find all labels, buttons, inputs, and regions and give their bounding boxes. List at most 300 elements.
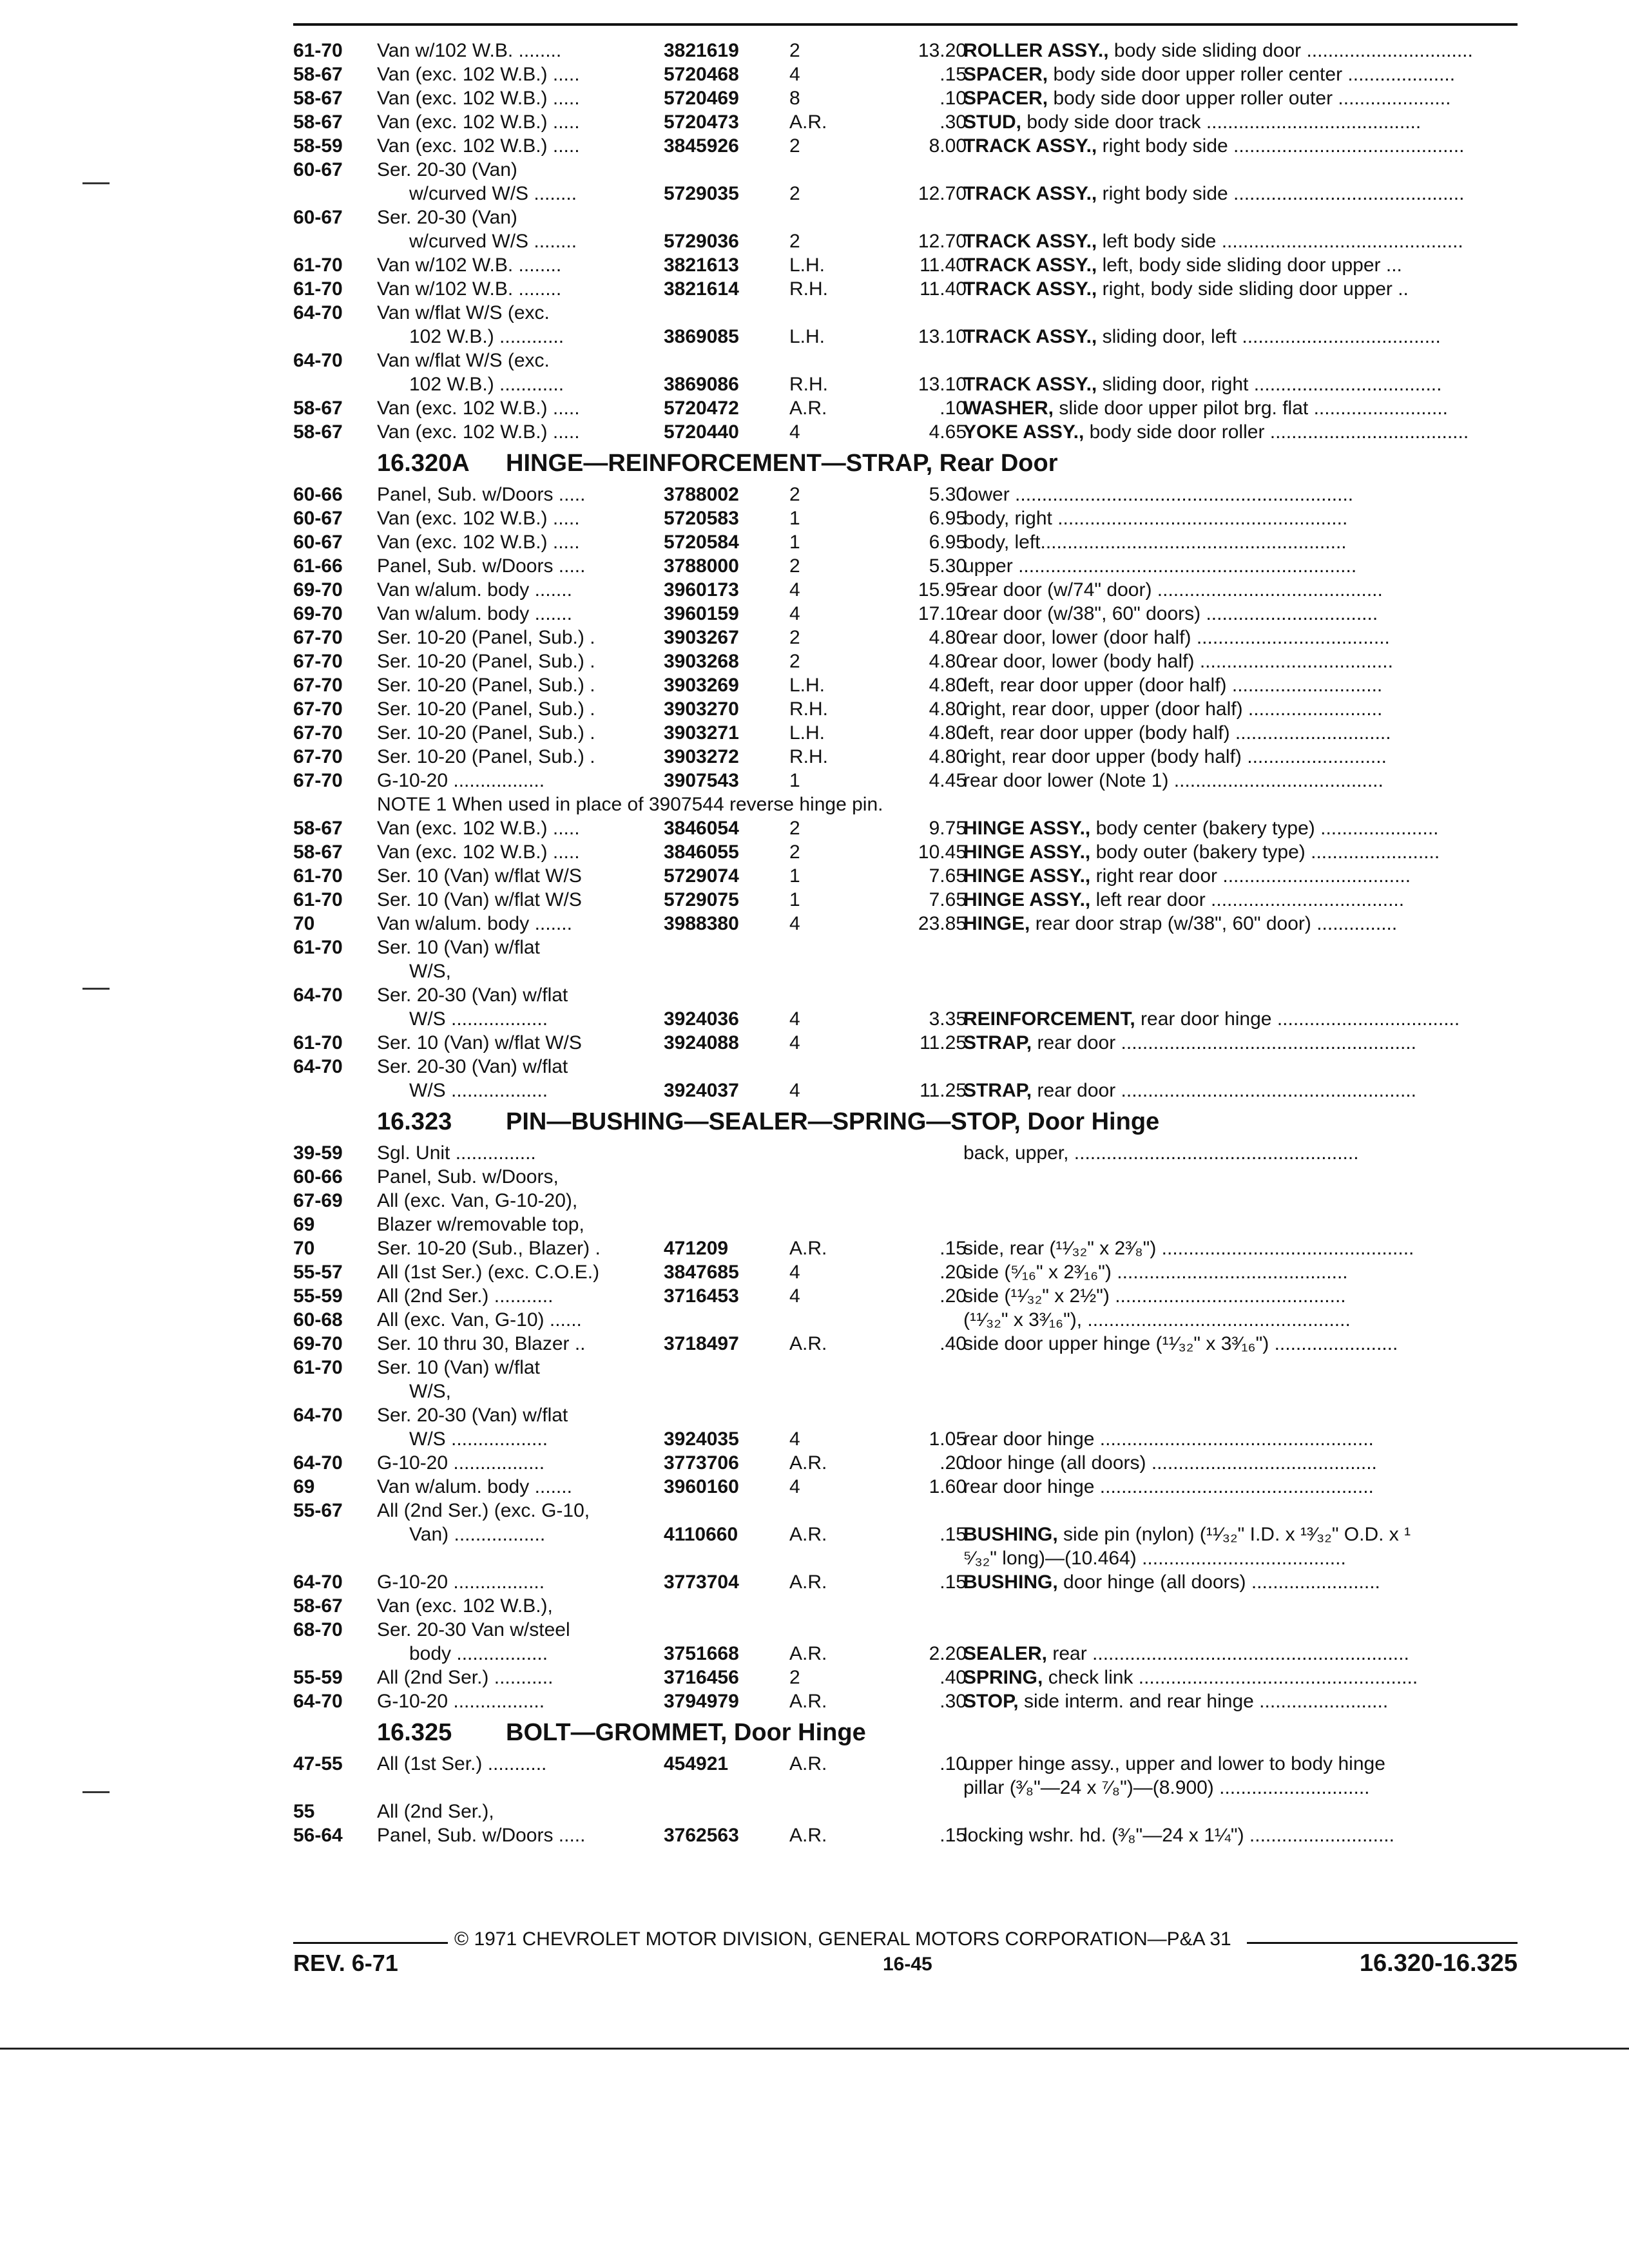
price: 7.65: [929, 889, 967, 910]
quantity: A.R.: [789, 1452, 827, 1474]
model-year: 58-67: [293, 841, 343, 863]
quantity: A.R.: [789, 1333, 827, 1354]
part-number: 3794979: [664, 1691, 739, 1712]
model-year: 67-69: [293, 1190, 343, 1211]
application: Ser. 20-30 (Van) w/flat: [377, 1056, 568, 1077]
application: Van (exc. 102 W.B.) .....: [377, 111, 580, 133]
quantity: 4: [789, 1008, 800, 1030]
description-text: body side door upper roller center ....................: [1048, 64, 1456, 85]
price: 4.80: [929, 722, 967, 744]
application: Van w/alum. body .......: [377, 603, 572, 624]
price: .15: [940, 1524, 967, 1545]
model-year: 67-70: [293, 770, 343, 791]
application: Van w/flat W/S (exc.: [377, 302, 550, 323]
part-number: 3960160: [664, 1476, 739, 1497]
description-text: ⁵⁄₃₂" long)—(10.464) ......................................: [963, 1548, 1346, 1569]
table-row: [293, 1165, 1518, 1189]
price: 4.45: [929, 770, 967, 791]
application: Ser. 10-20 (Panel, Sub.) .: [377, 675, 595, 696]
application: Van (exc. 102 W.B.) .....: [377, 398, 580, 419]
description-text: left, body side sliding door upper ...: [1097, 255, 1402, 276]
table-row: [293, 721, 1518, 745]
table-row: [293, 182, 1518, 206]
description-text: rear door hinge ...................................................: [963, 1428, 1374, 1450]
description: [963, 1451, 1518, 1475]
quantity: L.H.: [789, 675, 825, 696]
model-year: 61-70: [293, 40, 343, 61]
price: .30: [940, 111, 967, 133]
description: [963, 626, 1518, 649]
model-year: 70: [293, 1238, 315, 1259]
part-number: 5720440: [664, 421, 739, 443]
price: 4.80: [929, 627, 967, 648]
punch-mark: [82, 1791, 110, 1793]
part-name: TRACK ASSY.,: [963, 326, 1097, 347]
description: [963, 888, 1518, 912]
description-text: rear door (w/38", 60" doors) ................................: [963, 603, 1378, 624]
description: [963, 1776, 1518, 1800]
part-name: TRACK ASSY.,: [963, 231, 1097, 252]
description: [963, 1332, 1518, 1356]
table-row: [293, 649, 1518, 673]
description-text: body, left.........................................................: [963, 532, 1347, 553]
quantity: A.R.: [789, 398, 827, 419]
description-text: left body side .............................................: [1097, 231, 1463, 252]
part-number: 3924088: [664, 1032, 739, 1053]
application: All (exc. Van, G-10) ......: [377, 1309, 582, 1331]
description: [963, 745, 1518, 769]
price: 1.05: [929, 1428, 967, 1450]
part-name: TRACK ASSY.,: [963, 135, 1097, 157]
price: .15: [940, 1238, 967, 1259]
part-name: STUD,: [963, 111, 1021, 133]
application: Blazer w/removable top,: [377, 1214, 584, 1235]
application: Ser. 20-30 (Van) w/flat: [377, 985, 568, 1006]
part-number: 5720472: [664, 398, 739, 419]
table-row: [293, 936, 1518, 959]
part-number: 3903269: [664, 675, 739, 696]
table-row: [293, 1308, 1518, 1332]
table-row: [293, 420, 1518, 444]
description-text: left, rear door upper (body half) .............................: [963, 722, 1391, 744]
application: Ser. 10-20 (Panel, Sub.) .: [377, 651, 595, 672]
model-year: 67-70: [293, 675, 343, 696]
application: Van (exc. 102 W.B.) .....: [377, 841, 580, 863]
price: 11.25: [920, 1032, 967, 1053]
part-number: 3924037: [664, 1080, 739, 1101]
part-number: 5729035: [664, 183, 739, 204]
table-row: [293, 1546, 1518, 1570]
model-year: 60-67: [293, 508, 343, 529]
application: All (1st Ser.) (exc. C.O.E.): [377, 1262, 600, 1283]
part-name: REINFORCEMENT,: [963, 1008, 1135, 1030]
application: Van) .................: [409, 1524, 546, 1545]
application: Ser. 10-20 (Panel, Sub.) .: [377, 698, 595, 720]
model-year: 70: [293, 913, 315, 934]
description: [963, 229, 1518, 253]
quantity: A.R.: [789, 1825, 827, 1846]
description-text: rear door .......................................................: [1032, 1032, 1416, 1053]
table-row: [293, 1379, 1518, 1403]
section-heading: [293, 1713, 1518, 1752]
table-row: [293, 1776, 1518, 1800]
description-text: upper hinge assy., upper and lower to body hinge: [963, 1753, 1385, 1774]
price: 13.20: [918, 40, 967, 61]
model-year: 69: [293, 1214, 315, 1235]
parts-list: [293, 39, 1518, 1847]
application: All (1st Ser.) ...........: [377, 1753, 547, 1774]
model-year: 55-59: [293, 1285, 343, 1307]
model-year: 55-59: [293, 1667, 343, 1688]
quantity: 4: [789, 1476, 800, 1497]
model-year: 64-70: [293, 985, 343, 1006]
description-text: side, rear (¹¹⁄₃₂" x 2³⁄₈") ...............................................: [963, 1238, 1414, 1259]
quantity: A.R.: [789, 1571, 827, 1593]
part-name: BUSHING,: [963, 1571, 1058, 1593]
application: Van (exc. 102 W.B.),: [377, 1595, 553, 1617]
part-number: 3821613: [664, 255, 739, 276]
table-row: [293, 1332, 1518, 1356]
quantity: A.R.: [789, 1691, 827, 1712]
part-name: SPRING,: [963, 1667, 1043, 1688]
quantity: A.R.: [789, 1753, 827, 1774]
model-year: 61-70: [293, 889, 343, 910]
part-number: 3821614: [664, 278, 739, 300]
quantity: 4: [789, 1428, 800, 1450]
quantity: 4: [789, 913, 800, 934]
note-row: [293, 793, 1518, 816]
description: [963, 182, 1518, 206]
table-row: [293, 110, 1518, 134]
table-row: [293, 697, 1518, 721]
application: Van w/alum. body .......: [377, 913, 572, 934]
description: [963, 1666, 1518, 1689]
model-year: 58-59: [293, 135, 343, 157]
description-text: right, rear door, upper (door half) .........................: [963, 698, 1383, 720]
model-year: 67-70: [293, 746, 343, 767]
application: Ser. 10-20 (Sub., Blazer) .: [377, 1238, 601, 1259]
application: All (2nd Ser.) ...........: [377, 1667, 554, 1688]
description: [963, 530, 1518, 554]
application: G-10-20 .................: [377, 770, 545, 791]
description-text: check link ....................................................: [1043, 1667, 1418, 1688]
quantity: 2: [789, 40, 800, 61]
model-year: 64-70: [293, 1405, 343, 1426]
description-text: back, upper, .....................................................: [963, 1142, 1359, 1164]
price: .30: [940, 1691, 967, 1712]
application: Van w/102 W.B. ........: [377, 278, 562, 300]
price: 8.00: [929, 135, 967, 157]
part-number: 3869086: [664, 374, 739, 395]
application: G-10-20 .................: [377, 1452, 545, 1474]
quantity: A.R.: [789, 111, 827, 133]
application: W/S ..................: [409, 1428, 548, 1450]
description-text: side door upper hinge (¹¹⁄₃₂" x 3³⁄₁₆") .......................: [963, 1333, 1398, 1354]
price: 9.75: [929, 818, 967, 839]
part-name: HINGE ASSY.,: [963, 818, 1091, 839]
model-year: 64-70: [293, 1056, 343, 1077]
application: 102 W.B.) ............: [409, 374, 564, 395]
quantity: 4: [789, 1285, 800, 1307]
table-row: [293, 530, 1518, 554]
description-text: door hinge (all doors) ..........................................: [963, 1452, 1377, 1474]
model-year: 55: [293, 1801, 315, 1822]
description-text: side pin (nylon) (¹¹⁄₃₂" I.D. x ¹³⁄₃₂" O.D. x ¹: [1057, 1524, 1411, 1545]
application: Ser. 10 (Van) w/flat W/S: [377, 889, 582, 910]
table-row: [293, 1055, 1518, 1079]
price: 1.60: [929, 1476, 967, 1497]
part-number: 3903272: [664, 746, 739, 767]
table-row: [293, 602, 1518, 626]
description-text: right, rear door upper (body half) ..........................: [963, 746, 1387, 767]
part-number: 4110660: [664, 1524, 738, 1545]
price: 4.80: [929, 746, 967, 767]
model-year: 61-70: [293, 937, 343, 958]
quantity: 4: [789, 1080, 800, 1101]
quantity: 2: [789, 484, 800, 505]
table-row: [293, 745, 1518, 769]
part-number: 3762563: [664, 1825, 739, 1846]
section-heading: [293, 444, 1518, 483]
description-text: body outer (bakery type) ........................: [1090, 841, 1440, 863]
description-text: body side sliding door ...............................: [1108, 40, 1473, 61]
quantity: A.R.: [789, 1643, 827, 1664]
description: [963, 1236, 1518, 1260]
part-number: 3846055: [664, 841, 739, 863]
description-text: rear door (w/74" door) ..........................................: [963, 579, 1383, 601]
price: .40: [940, 1667, 967, 1688]
quantity: R.H.: [789, 278, 828, 300]
application: Sgl. Unit ...............: [377, 1142, 536, 1164]
quantity: L.H.: [789, 722, 825, 744]
part-name: TRACK ASSY.,: [963, 374, 1097, 395]
part-name: STRAP,: [963, 1080, 1032, 1101]
description: [963, 1475, 1518, 1499]
part-name: HINGE ASSY.,: [963, 865, 1091, 887]
model-year: 60-66: [293, 484, 343, 505]
price: 6.95: [929, 532, 967, 553]
part-number: 3988380: [664, 913, 739, 934]
table-row: [293, 62, 1518, 86]
application: w/curved W/S ........: [409, 231, 577, 252]
description-text: left rear door ....................................: [1090, 889, 1405, 910]
quantity: 2: [789, 627, 800, 648]
model-year: 58-67: [293, 1595, 343, 1617]
quantity: A.R.: [789, 1238, 827, 1259]
part-name: ROLLER ASSY.,: [963, 40, 1109, 61]
table-row: [293, 277, 1518, 301]
description: [963, 1284, 1518, 1308]
part-name: YOKE ASSY.,: [963, 421, 1084, 443]
application: Ser. 10-20 (Panel, Sub.) .: [377, 746, 595, 767]
table-row: [293, 1618, 1518, 1642]
description-text: body side door track ........................................: [1021, 111, 1422, 133]
model-year: 64-70: [293, 1571, 343, 1593]
application: W/S ..................: [409, 1080, 548, 1101]
part-number: 3847685: [664, 1262, 739, 1283]
description-text: left, rear door upper (door half) ............................: [963, 675, 1383, 696]
model-year: 69-70: [293, 1333, 343, 1354]
part-name: HINGE ASSY.,: [963, 889, 1091, 910]
price: .10: [940, 1753, 967, 1774]
table-row: [293, 301, 1518, 325]
description-text: right body side ...........................................: [1097, 135, 1465, 157]
part-number: 3903268: [664, 651, 739, 672]
table-row: [293, 1141, 1518, 1165]
page-number: 16-45: [883, 1954, 932, 1975]
price: 7.65: [929, 865, 967, 887]
description-text: rear door strap (w/38", 60" door) ...............: [1030, 913, 1398, 934]
section-number: 16.320A: [377, 450, 470, 477]
model-year: 60-68: [293, 1309, 343, 1331]
application: Ser. 10 (Van) w/flat: [377, 937, 540, 958]
table-row: [293, 1189, 1518, 1213]
price: 11.40: [920, 278, 967, 300]
punch-mark: [82, 988, 110, 990]
description-text: body side door roller .....................................: [1084, 421, 1469, 443]
description-text: sliding door, right ...................................: [1097, 374, 1442, 395]
application: Ser. 10 thru 30, Blazer ..: [377, 1333, 586, 1354]
table-row: [293, 1403, 1518, 1427]
table-row: [293, 1752, 1518, 1776]
table-row: [293, 1823, 1518, 1847]
price: 11.40: [920, 255, 967, 276]
table-row: [293, 1284, 1518, 1308]
quantity: 4: [789, 579, 800, 601]
price: 23.85: [918, 913, 967, 934]
price: 4.80: [929, 698, 967, 720]
quantity: R.H.: [789, 746, 828, 767]
part-number: 3924036: [664, 1008, 739, 1030]
description: [963, 649, 1518, 673]
model-year: 64-70: [293, 1452, 343, 1474]
model-year: 61-66: [293, 555, 343, 577]
application: All (2nd Ser.) ...........: [377, 1285, 554, 1307]
model-year: 69-70: [293, 579, 343, 601]
description-text: lower ...............................................................: [963, 484, 1354, 505]
note-text: NOTE 1 When used in place of 3907544 reverse hinge pin.: [377, 794, 883, 815]
table-row: [293, 1499, 1518, 1523]
section-number: 16.323: [377, 1108, 452, 1135]
table-row: [293, 888, 1518, 912]
table-row: [293, 840, 1518, 864]
description: [963, 1823, 1518, 1847]
quantity: 4: [789, 421, 800, 443]
revision-label: REV. 6-71: [293, 1950, 398, 1976]
table-row: [293, 206, 1518, 229]
table-row: [293, 253, 1518, 277]
price: .15: [940, 64, 967, 85]
part-number: 5729036: [664, 231, 739, 252]
description-text: rear door .......................................................: [1032, 1080, 1416, 1101]
table-row: [293, 86, 1518, 110]
description-text: right body side ...........................................: [1097, 183, 1465, 204]
part-number: 3924035: [664, 1428, 739, 1450]
section-heading: [293, 1102, 1518, 1141]
description: [963, 1141, 1518, 1165]
model-year: 64-70: [293, 1691, 343, 1712]
part-name: SEALER,: [963, 1643, 1048, 1664]
price: 5.30: [929, 484, 967, 505]
table-row: [293, 864, 1518, 888]
model-year: 58-67: [293, 421, 343, 443]
table-row: [293, 1689, 1518, 1713]
application: Van w/102 W.B. ........: [377, 255, 562, 276]
model-year: 69: [293, 1476, 315, 1497]
part-number: 3960173: [664, 579, 739, 601]
price: .10: [940, 88, 967, 109]
price: .40: [940, 1333, 967, 1354]
model-year: 61-70: [293, 1032, 343, 1053]
copyright-text: © 1971 CHEVROLET MOTOR DIVISION, GENERAL MOTORS CORPORATION—P&A 31: [454, 1928, 1231, 1950]
model-year: 58-67: [293, 398, 343, 419]
description: [963, 1523, 1518, 1546]
description-text: side interm. and rear hinge ........................: [1018, 1691, 1389, 1712]
table-row: [293, 1642, 1518, 1666]
section-range: 16.320-16.325: [1359, 1950, 1518, 1977]
description-text: rear ...........................................................: [1047, 1643, 1409, 1664]
application: Van (exc. 102 W.B.) .....: [377, 818, 580, 839]
quantity: 1: [789, 889, 800, 910]
application: Van w/102 W.B. ........: [377, 40, 562, 61]
description: [963, 253, 1518, 277]
quantity: 4: [789, 603, 800, 624]
quantity: R.H.: [789, 374, 828, 395]
description-text: right rear door ...................................: [1090, 865, 1411, 887]
model-year: 61-70: [293, 255, 343, 276]
model-year: 58-67: [293, 111, 343, 133]
part-number: 5720583: [664, 508, 739, 529]
model-year: 58-67: [293, 64, 343, 85]
table-row: [293, 325, 1518, 349]
table-row: [293, 769, 1518, 793]
table-row: [293, 1800, 1518, 1823]
description: [963, 1642, 1518, 1666]
price: 2.20: [929, 1643, 967, 1664]
quantity: 2: [789, 183, 800, 204]
price: .15: [940, 1825, 967, 1846]
part-number: 3716453: [664, 1285, 739, 1307]
part-number: 3718497: [664, 1333, 739, 1354]
model-year: 61-70: [293, 1357, 343, 1378]
description: [963, 506, 1518, 530]
model-year: 39-59: [293, 1142, 343, 1164]
table-row: [293, 1213, 1518, 1236]
model-year: 58-67: [293, 818, 343, 839]
application: Ser. 10-20 (Panel, Sub.) .: [377, 722, 595, 744]
model-year: 64-70: [293, 302, 343, 323]
quantity: R.H.: [789, 698, 828, 720]
description: [963, 134, 1518, 158]
part-number: 3773704: [664, 1571, 739, 1593]
price: 17.10: [918, 603, 967, 624]
description-text: side (⁵⁄₁₆" x 2³⁄₁₆") ...........................................: [963, 1262, 1348, 1283]
price: .10: [940, 398, 967, 419]
application: Van w/flat W/S (exc.: [377, 350, 550, 371]
table-row: [293, 1079, 1518, 1102]
part-number: 5720468: [664, 64, 739, 85]
table-row: [293, 396, 1518, 420]
part-name: TRACK ASSY.,: [963, 255, 1097, 276]
scan-edge-rule: [0, 2048, 1629, 2050]
table-row: [293, 1007, 1518, 1031]
punch-mark: [82, 182, 110, 184]
application: Panel, Sub. w/Doors .....: [377, 484, 586, 505]
table-row: [293, 983, 1518, 1007]
price: .20: [940, 1285, 967, 1307]
model-year: 60-67: [293, 159, 343, 180]
description: [963, 912, 1518, 936]
